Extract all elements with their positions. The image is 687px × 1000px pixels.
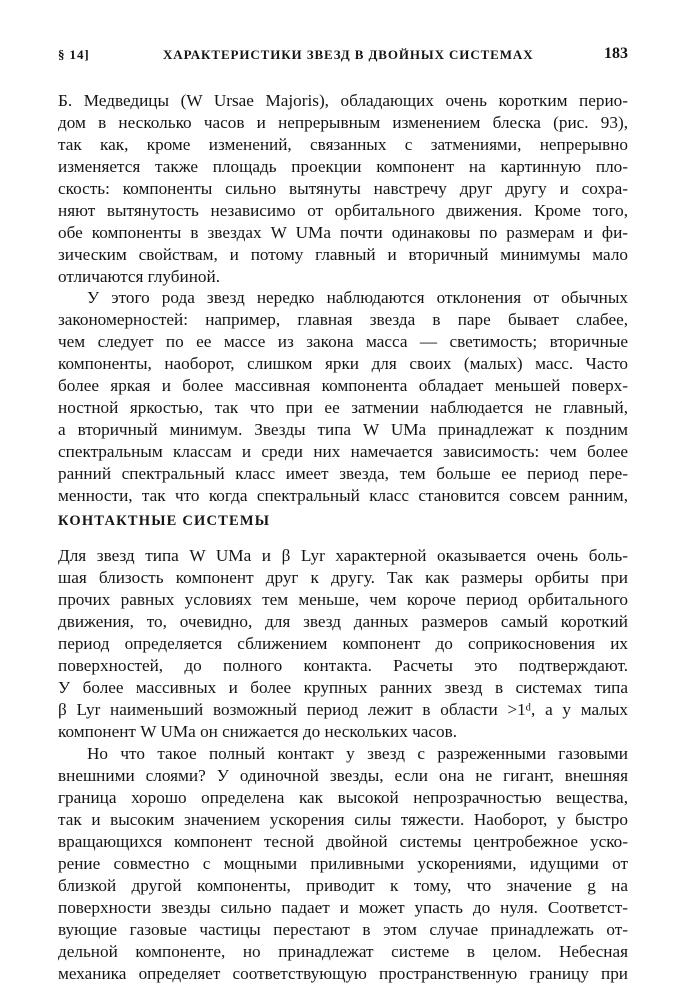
text-line: зическим свойствам, и потому главный и вторичный минимумы мало [58, 245, 628, 264]
text-line: поверхности звезды сильно падает и может упасть до нуля. Соответст- [58, 898, 628, 917]
text-line: поверхностей, до полного контакта. Расчеты это подтверждают. [58, 656, 628, 675]
text-line: Б. Медведицы (W Ursae Majoris), обладающих очень коротким перио- [58, 91, 628, 110]
text-line: так как, кроме изменений, связанных с затмениями, непрерывно [58, 135, 628, 154]
text-line: а вторичный минимум. Звезды типа W UMa принадлежат к поздним [58, 420, 628, 439]
text-line: шая близость компонент друг к другу. Так как размеры орбиты при [58, 568, 628, 587]
text-line: период определяется сближением компонент до соприкосновения их [58, 634, 628, 653]
text-line: механика определяет соответствующую пространственную границу при [58, 964, 628, 983]
text-line: ностной яркостью, так что при ее затмении наблюдается не главный, [58, 398, 628, 417]
text-line: дельной компоненте, но принадлежат системе в целом. Небесная [58, 942, 628, 961]
text-line: компонент W UMa он снижается до нескольких часов. [58, 722, 457, 741]
text-line: компоненты, наоборот, слишком ярки для своих (малых) масс. Часто [58, 354, 628, 373]
text-line: вращающихся компонент тесной двойной системы центробежное уско- [58, 832, 628, 851]
text-line: скость: компоненты сильно вытянуты навстречу друг другу и сохра- [58, 179, 628, 198]
text-line: спектральным классам и среди них намечается зависимость: чем более [58, 442, 628, 461]
text-line: прочих равных условиях тем меньше, чем короче период орбитального [58, 590, 628, 609]
running-header [58, 47, 628, 71]
text-line: обе компоненты в звездах W UMa почти одинаковы по размерам и фи- [58, 223, 628, 242]
text-line: закономерностей: например, главная звезда в паре бывает слабее, [58, 310, 628, 329]
text-line: более яркая и более массивная компонента обладает меньшей поверх- [58, 376, 628, 395]
text-line: ранний спектральный класс имеет звезда, тем больше ее период пере- [58, 464, 628, 483]
text-line: Но что такое полный контакт у звезд с разреженными газовыми [87, 744, 628, 763]
text-line: изменяется также площадь проекции компонент на картинную пло- [58, 157, 628, 176]
text-line: β Lyr наименьший возможный период лежит в области >1ᵈ, а у малых [58, 700, 628, 719]
text-line: рение совместно с мощными приливными ускорениями, идущими от [58, 854, 628, 873]
text-line: У более массивных и более крупных ранних звезд в системах типа [58, 678, 628, 697]
text-line: дом в несколько часов и непрерывным изменением блеска (рис. 93), [58, 113, 628, 132]
text-line: чем следует по ее массе из закона масса — светимость; вторичные [58, 332, 628, 351]
section-marker: § 14] [58, 47, 90, 62]
text-line: граница хорошо определена как высокой непрозрачностью вещества, [58, 788, 628, 807]
text-line: вующие газовые частицы перестают в этом случае принадлежать от- [58, 920, 628, 939]
text-line: отличаются глубиной. [58, 267, 221, 286]
text-line: близкой другой компоненты, приводит к тому, что значение g на [58, 876, 628, 895]
text-line: менности, так что когда спектральный класс становится совсем ранним, [58, 486, 628, 505]
section-subheading: КОНТАКТНЫЕ СИСТЕМЫ [58, 513, 271, 529]
page-number: 183 [604, 45, 628, 62]
text-line: так и высоким значением ускорения силы тяжести. Наоборот, у быстро [58, 810, 628, 829]
text-line: У этого рода звезд нередко наблюдаются отклонения от обычных [87, 288, 628, 307]
text-line: няют вытянутость независимо от орбитального движения. Кроме того, [58, 201, 628, 220]
text-line: Для звезд типа W UMa и β Lyr характерной оказывается очень боль- [58, 546, 628, 565]
text-line: движения, то, очевидно, для звезд данных размеров самый короткий [58, 612, 628, 631]
text-line: внешними слоями? У одиночной звезды, если она не гигант, внешняя [58, 766, 628, 785]
running-title: ХАРАКТЕРИСТИКИ ЗВЕЗД В ДВОЙНЫХ СИСТЕМАХ [163, 47, 534, 62]
